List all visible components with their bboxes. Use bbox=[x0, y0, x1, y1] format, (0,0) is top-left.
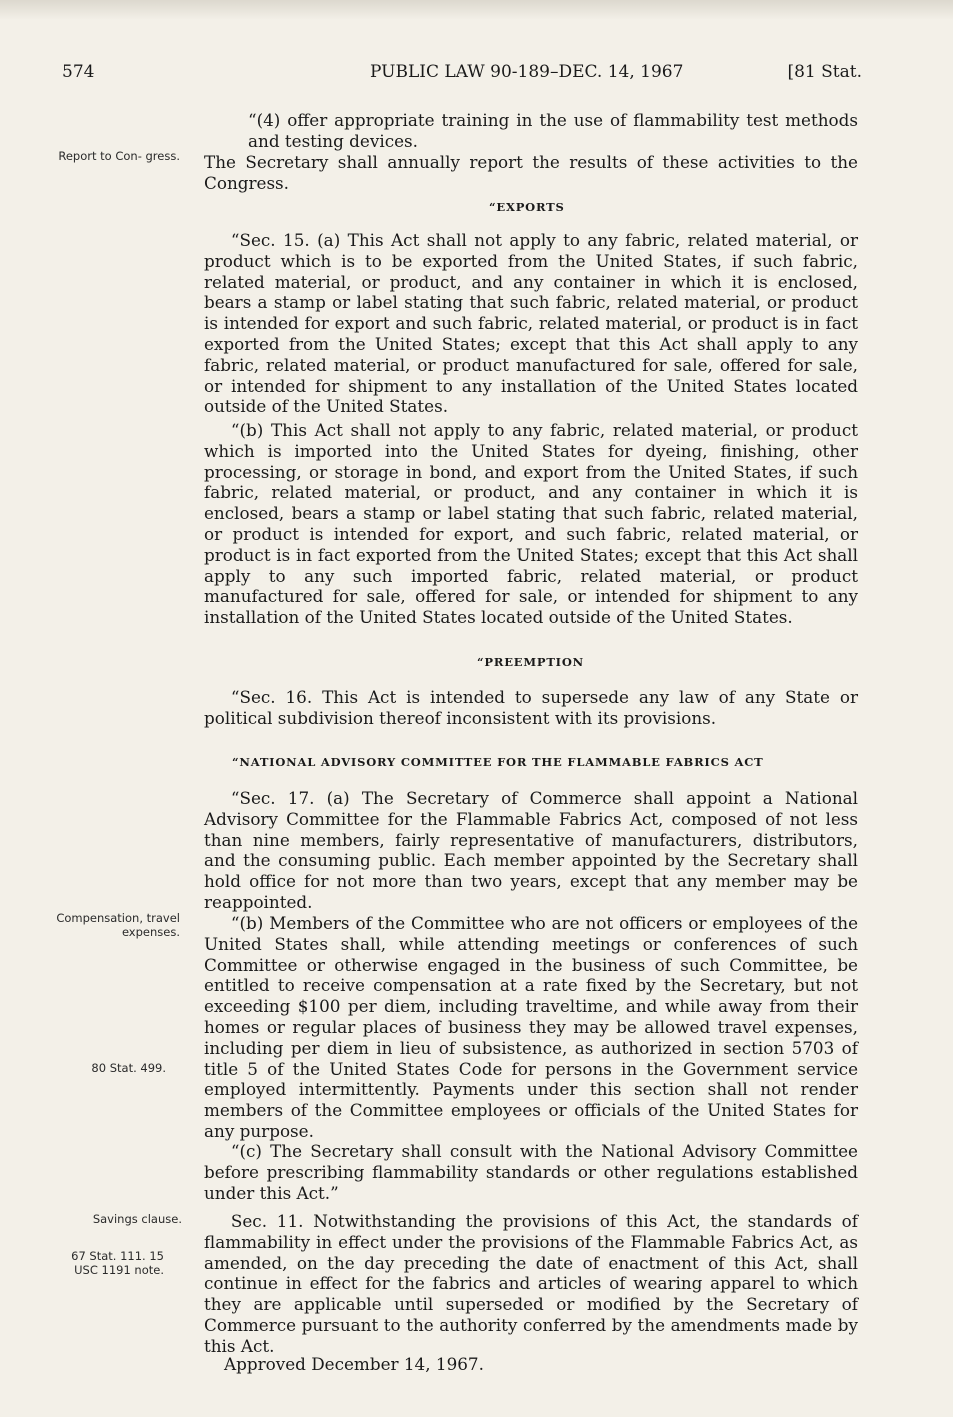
section-17c-text: “(c) The Secretary shall consult with the National Advisory Committee before prescribing flammability standards or other regulations established under this Act.” bbox=[204, 1141, 858, 1203]
section-15a-text: “Sec. 15. (a) This Act shall not apply to any fabric, related material, or product which is to be exported from the United States, if such fabric, related material, or product, and any container in which it is enclosed, bears a stamp or label stating that such fabric, related material, or product is intended for export and such fabric, related material, or product is in fact exported from the United States; except that this Act shall apply to any fabric, related material, or product manufactured for sale, offered for sale, or intended for shipment to any installation of the United States located outside of the United States. bbox=[204, 230, 858, 417]
annual-report-text: The Secretary shall annually report the results of these activities to the Congress. bbox=[204, 152, 858, 193]
margin-note-citation: 67 Stat. 111. 15 USC 1191 note. bbox=[71, 1249, 164, 1277]
heading-national-advisory-committee: “NATIONAL ADVISORY COMMITTEE FOR THE FLAMMABLE FABRICS ACT bbox=[232, 755, 764, 769]
heading-exports: “EXPORTS bbox=[489, 200, 565, 214]
statute-reference: [81 Stat. bbox=[787, 62, 862, 82]
section-15b bbox=[204, 420, 858, 628]
paragraph-annual-report bbox=[204, 152, 858, 194]
page-number: 574 bbox=[62, 62, 95, 82]
approval-date: Approved December 14, 1967. bbox=[224, 1354, 484, 1374]
section-11-text: Sec. 11. Notwithstanding the provisions of this Act, the standards of flammability in effect under the provisions of the Flammable Fabrics Act, as amended, on the day preceding the date of enactment of this Act, shall continue in effect for the fabrics and articles of wearing apparel to which they are applicable until superseded or modified by the Secretary of Commerce pursuant to the authority conferred by the amendments made by this Act. bbox=[204, 1211, 858, 1356]
paragraph-item-4 bbox=[248, 110, 858, 152]
section-17b-text: “(b) Members of the Committee who are not officers or employees of the United States shall, while attending meetings or conferences of such Committee or otherwise engaged in the business of such Committee, be entitled to receive compensation at a rate fixed by the Secretary, but not exceeding $100 per diem, including traveltime, and while away from their homes or regular places of business they may be allowed travel expenses, including per diem in lieu of subsistence, as authorized in section 5703 of title 5 of the United States Code for persons in the Government service employed intermittently. Payments under this section shall not render members of the Committee employees or officials of the United States for any purpose. bbox=[204, 913, 858, 1141]
section-16-text: “Sec. 16. This Act is intended to supersede any law of any State or political subdivision thereof inconsistent with its provisions. bbox=[204, 687, 858, 728]
margin-note-savings: Savings clause. bbox=[92, 1212, 182, 1226]
section-17a-text: “Sec. 17. (a) The Secretary of Commerce shall appoint a National Advisory Committee for the Flammable Fabrics Act, composed of not less than nine members, fairly representative of manufacturers, distributors, and the consuming public. Each member appointed by the Secretary shall hold office for not more than two years, except that any member may be reappointed. bbox=[204, 788, 858, 912]
section-17b bbox=[204, 913, 858, 1142]
page-title: PUBLIC LAW 90-189–DEC. 14, 1967 bbox=[370, 62, 684, 82]
section-16 bbox=[204, 687, 858, 729]
scan-edge bbox=[0, 0, 953, 20]
section-15b-text: “(b) This Act shall not apply to any fabric, related material, or product which is imported into the United States for dyeing, finishing, other processing, or storage in bond, and export from the United States, if such fabric, related material, or product, and any container in which it is enclosed, bears a stamp or label stating that such fabric, related material, or product is intended for export, and such fabric, related material, or product is in fact exported from the United States; except that this Act shall apply to any such imported fabric, related material, or product manufactured for sale, offered for sale, or intended for shipment to any installation of the United States located outside of the United States. bbox=[204, 420, 858, 628]
section-15a bbox=[204, 230, 858, 417]
page-header bbox=[62, 62, 862, 86]
margin-note-compensation: Compensation, travel expenses. bbox=[56, 911, 180, 939]
item-4-text: “(4) offer appropriate training in the use of flammability test methods and testing devices. bbox=[248, 110, 858, 151]
margin-note-stat-499: 80 Stat. 499. bbox=[91, 1061, 166, 1075]
heading-preemption: “PREEMPTION bbox=[477, 655, 584, 669]
section-17c bbox=[204, 1141, 858, 1203]
section-11 bbox=[204, 1211, 858, 1357]
section-17a bbox=[204, 788, 858, 913]
margin-note-report: Report to Con- gress. bbox=[58, 149, 180, 163]
